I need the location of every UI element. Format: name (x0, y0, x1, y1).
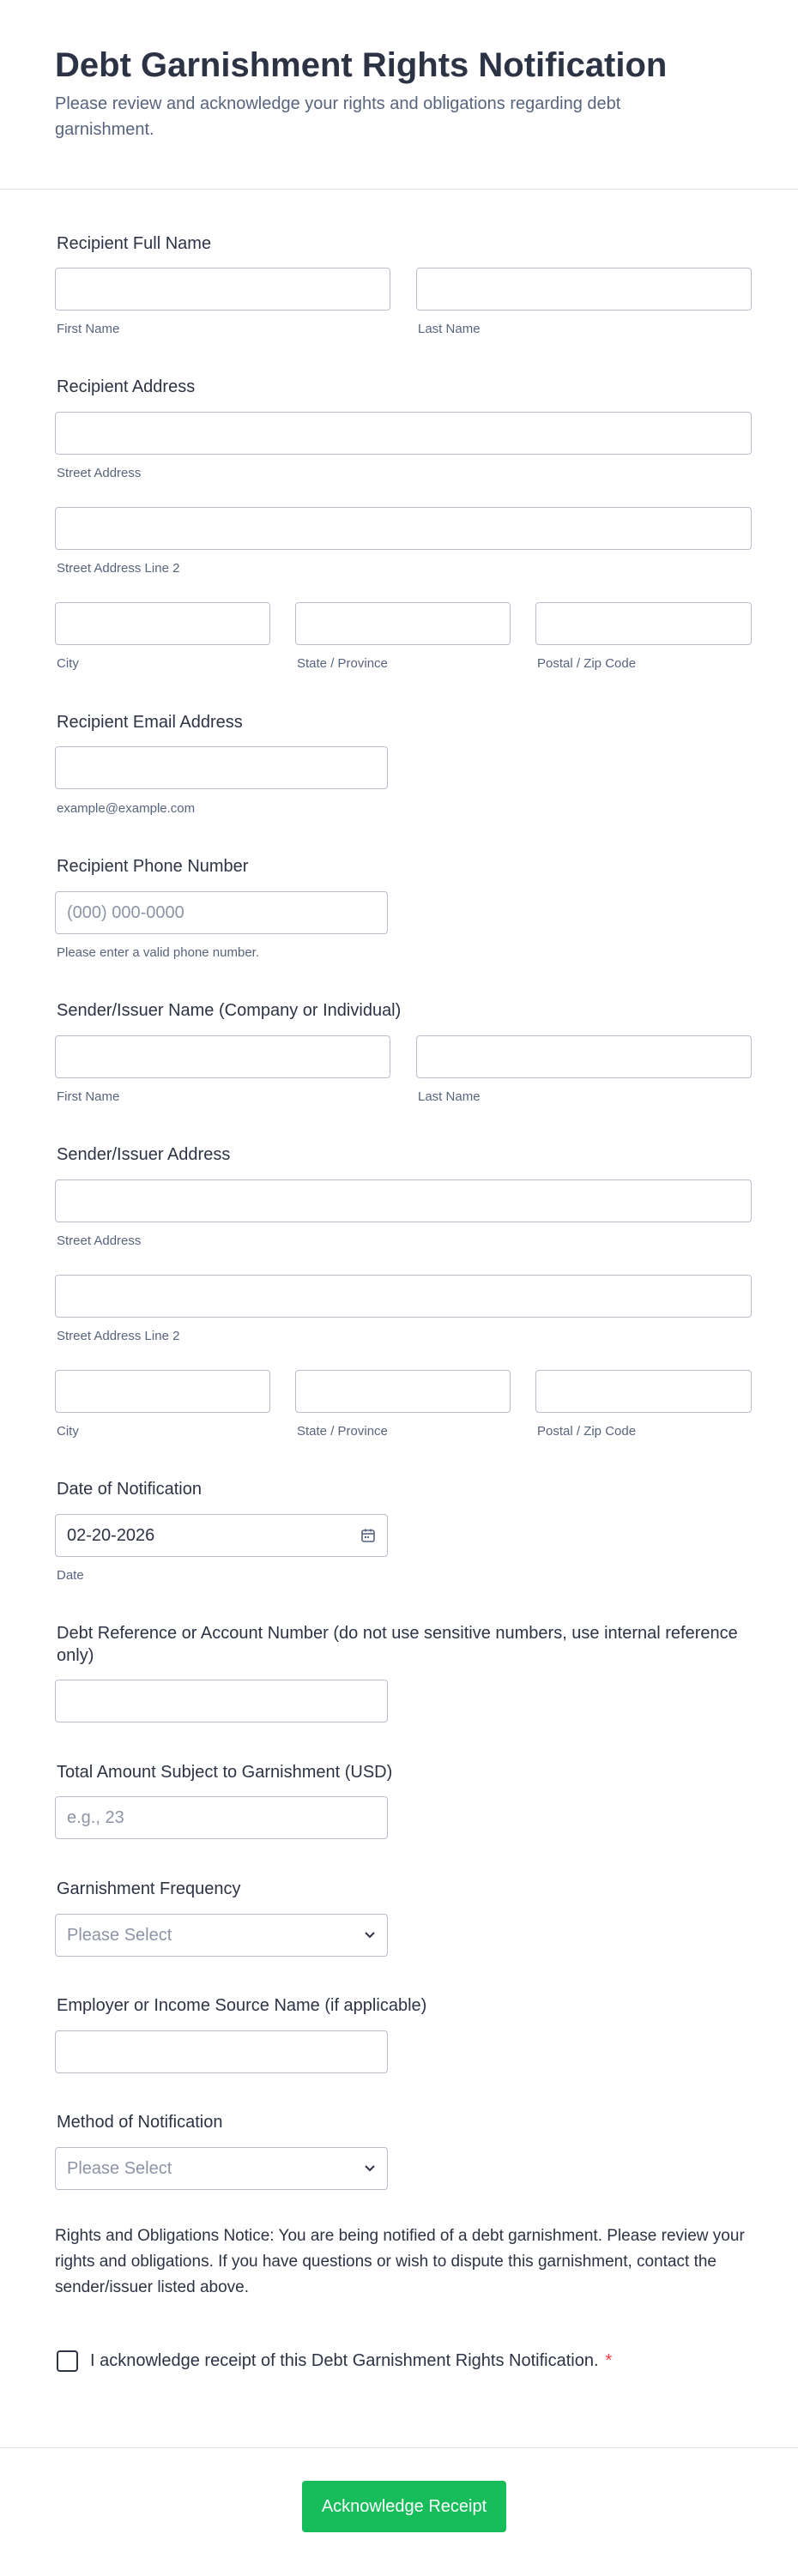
acknowledge-label[interactable]: I acknowledge receipt of this Debt Garnishment Rights Notification. (90, 2351, 599, 2370)
recipient-phone-sublabel: Please enter a valid phone number. (57, 945, 259, 960)
method-label: Method of Notification (57, 2113, 223, 2132)
recipient-zip-input[interactable] (535, 602, 752, 645)
recipient-last-name-input[interactable] (416, 268, 752, 311)
recipient-first-name-input[interactable] (55, 268, 390, 311)
chevron-down-icon (364, 1931, 376, 1940)
sender-zip-input[interactable] (535, 1370, 752, 1413)
total-amount-placeholder: e.g., 23 (67, 1807, 124, 1827)
date-notification-input[interactable] (55, 1514, 388, 1557)
debt-reference-label: Debt Reference or Account Number (do not use sensitive numbers, use internal reference only) (57, 1624, 738, 1665)
date-notification-value: 02-20-2026 (67, 1525, 155, 1545)
sender-first-name-sublabel: First Name (57, 1089, 120, 1104)
frequency-label: Garnishment Frequency (57, 1879, 241, 1898)
recipient-street2-sublabel: Street Address Line 2 (57, 561, 180, 576)
recipient-street-sublabel: Street Address (57, 466, 142, 480)
frequency-selected-value: Please Select (67, 1925, 172, 1945)
recipient-city-sublabel: City (57, 656, 79, 671)
recipient-zip-sublabel: Postal / Zip Code (537, 656, 637, 671)
total-amount-label: Total Amount Subject to Garnishment (USD) (57, 1763, 393, 1782)
recipient-email-sublabel: example@example.com (57, 801, 196, 816)
sender-name-label: Sender/Issuer Name (Company or Individual) (57, 1001, 402, 1020)
sender-street2-sublabel: Street Address Line 2 (57, 1329, 180, 1343)
recipient-street2-input[interactable] (55, 507, 752, 550)
sender-last-name-sublabel: Last Name (418, 1089, 481, 1104)
recipient-city-input[interactable] (55, 602, 270, 645)
employer-input[interactable] (55, 2030, 388, 2073)
footer-divider (0, 2447, 798, 2448)
recipient-email-input[interactable] (55, 746, 388, 789)
recipient-phone-label: Recipient Phone Number (57, 857, 249, 876)
header-divider (0, 189, 798, 190)
acknowledge-receipt-button[interactable]: Acknowledge Receipt (302, 2481, 506, 2532)
recipient-phone-placeholder: (000) 000-0000 (67, 902, 184, 922)
recipient-phone-input[interactable] (55, 891, 388, 934)
method-selected-value: Please Select (67, 2158, 172, 2178)
recipient-email-label: Recipient Email Address (57, 713, 243, 732)
acknowledge-checkbox[interactable] (57, 2350, 78, 2372)
calendar-icon[interactable] (360, 1528, 376, 1543)
sender-street-input[interactable] (55, 1179, 752, 1222)
recipient-first-name-sublabel: First Name (57, 322, 120, 336)
frequency-select[interactable] (55, 1914, 388, 1957)
method-select[interactable] (55, 2147, 388, 2190)
sender-first-name-input[interactable] (55, 1035, 390, 1078)
sender-street-sublabel: Street Address (57, 1234, 142, 1248)
recipient-state-input[interactable] (295, 602, 511, 645)
sender-zip-sublabel: Postal / Zip Code (537, 1424, 637, 1439)
date-notification-label: Date of Notification (57, 1480, 202, 1499)
form-header (55, 43, 741, 142)
sender-street2-input[interactable] (55, 1275, 752, 1318)
sender-last-name-input[interactable] (416, 1035, 752, 1078)
recipient-address-label: Recipient Address (57, 377, 196, 396)
recipient-last-name-sublabel: Last Name (418, 322, 481, 336)
sender-state-input[interactable] (295, 1370, 511, 1413)
recipient-street-input[interactable] (55, 412, 752, 455)
date-notification-sublabel: Date (57, 1568, 84, 1583)
recipient-state-sublabel: State / Province (297, 656, 388, 671)
total-amount-input[interactable] (55, 1796, 388, 1839)
rights-notice-text: Rights and Obligations Notice: You are being notified of a debt garnishment. Please review your rights and obligations. If you have questions or wish to dispute this garnishment, contact the sender/issuer listed above. (55, 2227, 745, 2296)
employer-label: Employer or Income Source Name (if applicable) (57, 1996, 427, 2015)
sender-city-sublabel: City (57, 1424, 79, 1439)
sender-address-label: Sender/Issuer Address (57, 1145, 231, 1164)
recipient-name-label: Recipient Full Name (57, 234, 212, 253)
chevron-down-icon (364, 2164, 376, 2173)
acknowledge-row[interactable] (57, 2350, 612, 2372)
page-title: Debt Garnishment Rights Notification (55, 46, 668, 84)
debt-reference-input[interactable] (55, 1680, 388, 1722)
sender-city-input[interactable] (55, 1370, 270, 1413)
page-subtitle: Please review and acknowledge your rights and obligations regarding debt garnishment. (55, 94, 621, 139)
sender-state-sublabel: State / Province (297, 1424, 388, 1439)
required-asterisk: * (605, 2351, 613, 2370)
